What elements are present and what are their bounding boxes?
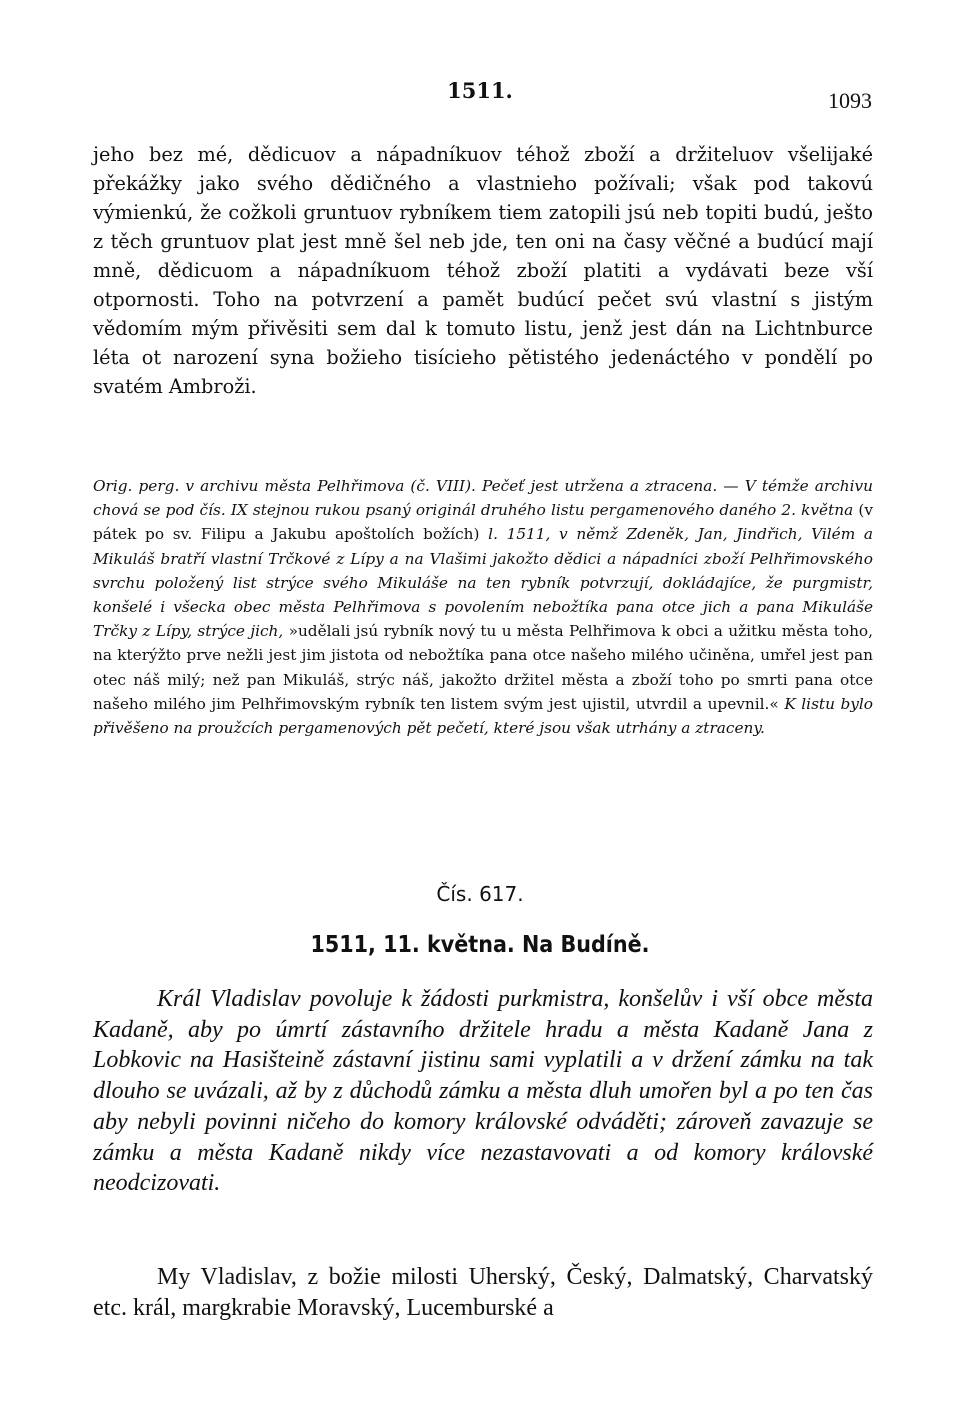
note-quotation: »udělali jsú rybník nový tu u města Pelhřimova k obci a užitku města toho, na kterýžto prve nežli jest jim jistota od nebožtíka pana otce našeho milého učiněna, umřel jest pan otec náš milý; než pan Mikuláš, strýc náš, jakožto držitel města a zboží toho po smrti pana otce našeho milého jim Pelhřimovským rybník ten listem svým jest ujistil, utvrdil a upevnil.« xyxy=(93,622,873,713)
note-roman-1: (v pátek po sv. Filipu a Jakubu apoštolích božích) xyxy=(93,501,873,544)
document-incipit: My Vladislav, z božie milosti Uherský, Český, Dalmatský, Charvatský etc. král, margkrabie Moravský, Lucemburské a xyxy=(93,1264,873,1321)
document-number: Čís. 617. xyxy=(436,882,524,906)
running-header-year: 1511. xyxy=(447,78,513,103)
page-number: 1093 xyxy=(828,88,872,113)
editorial-note xyxy=(93,474,873,740)
document-date-place: 1511, 11. května. Na Budíně. xyxy=(310,932,650,958)
charter-text-continuation: jeho bez mé, dědicuov a nápadníkuov téhož zboží a držiteluov všelijaké překážky jako svého dědičného a vlastnieho požívali; však pod takovú výmienkú, že cožkoli gruntuov rybníkem tiem zatopili jsú neb topiti budú, ješto z těch gruntuov plat jest mně šel neb jde, ten oni na časy věčné a budúcí mají mně, dědicuom a nápadníkuom téhož zboží platiti a vydávati beze vší otpornosti. Toho na potvrzení a pamět budúcí pečet svú vlastní s jistým vědomím mým přivěsiti sem dal k tomuto listu, jenž jest dán na Lichtnburce léta ot narození syna božieho tisícieho pětistého jedenáctého v pondělí po svatém Ambroži. xyxy=(93,143,873,398)
note-italic-3: K listu bylo přivěšeno na proužcích pergamenových pět pečetí, které jsou však utrhány a ztraceny. xyxy=(93,694,873,738)
document-regest: Král Vladislav povoluje k žádosti purkmistra, konšelův i vší obce města Kadaně, aby po úmrtí zástavního držitele hradu a města Kadaně Jana z Lobkovic na Hasišteině zástavní jistinu sami vyplatili a v držení zámku na tak dlouho se uvázali, až by z důchodů zámku a města dluh umořen byl a po ten čas aby nebyli povinni ničeho do komory královské odváděti; zároveň zavazuje se zámku a města Kadaně nikdy více nezastavovati a od komory královské neodcizovati. xyxy=(93,986,873,1197)
note-italic-1: Orig. perg. v archivu města Pelhřimova (č. VIII). Pečeť jest utržena a ztracena. — V témže archivu chová se pod čís. IX stejnou rukou psaný originál druhého listu pergamenového daného 2. května xyxy=(93,477,873,520)
note-italic-2: l. 1511, v němž Zdeněk, Jan, Jindřich, Vilém a Mikuláš bratří vlastní Trčkové z Lípy a na Vlašimi jakožto dědici a nápadníci zboží Pelhřimovského svrchu položený list strýce svého Mikuláše na ten rybník potvrzují, dokládajíce, že purgmistr, konšelé i všecka obec města Pelhřimova s povolením nebožtíka pana otce jich a pana Mikuláše Trčky z Lípy, strýce jich, xyxy=(93,525,873,641)
